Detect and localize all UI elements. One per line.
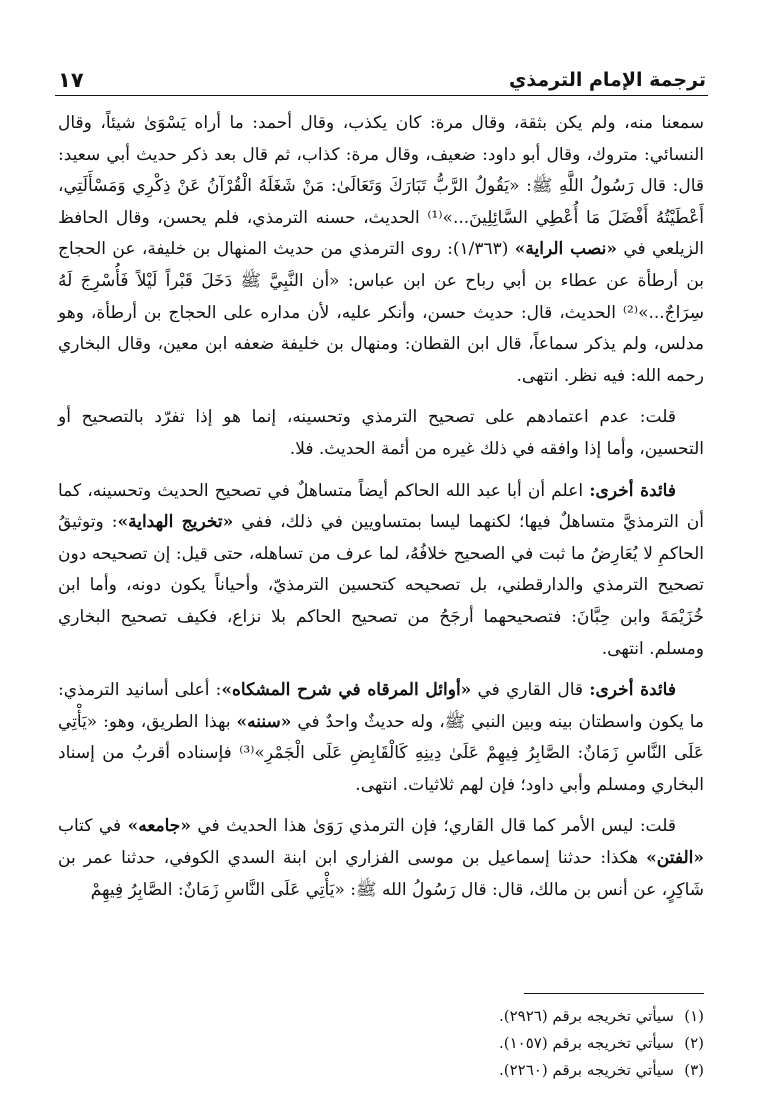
footnote-number: (٣) xyxy=(684,1061,704,1079)
bold-text-run: فائدة أخرى: xyxy=(589,680,676,701)
text-run: في كتاب xyxy=(58,816,128,837)
text-run: اعلم أن أبا عبد الله الحاكم أيضاً متساهلٌ في تصحيح الحديث وتحسينه، كما أن الترمذيَّ متساهلٌ فيها؛ لكنهما ليسا بمتساويين في ذلك، ففي xyxy=(58,480,704,533)
text-run: : وتوثيقُ الحاكمِ لا يُعَارِضُ ما ثبت في الصحيح خلافُهُ، لما عرف من تساهله، حتى قيل: إن تصحيحه دون تصحيح الترمذي والدارقطني، بل تصحيحه كتحسين الترمذيّ، وأحياناً يكون دونه، وأما ابن خُزَيْمَةَ وابن حِبَّانَ: فتصحيحهما أرجَحُ من تصحيح الحاكم بلا نزاع، فكيف تصحيح البخاري ومسلم. انتهى. xyxy=(58,512,704,659)
paragraph xyxy=(58,476,704,666)
footnote-text: سيأتي تخريجه برقم (٢٩٢٦). xyxy=(499,1007,674,1025)
text-run: قلت: عدم اعتمادهم على تصحيح الترمذي وتحسينه، إنما هو إذا تفرّد بالتصحيح أو التحسين، وأما إذا وافقه في ذلك غيره من أئمة الحديث. فلا. xyxy=(58,407,704,459)
paragraph xyxy=(58,675,704,801)
bold-text-run: «سننه» xyxy=(236,711,292,732)
text-run: هكذا: حدثنا إسماعيل بن موسى الفزاري ابن ابنة السدي الكوفي، حدثنا عمر بن شَاكِرٍ، عن أنس بن مالك، قال: قال رَسُولُ الله ﷺ: «يَأْتِي عَلَى النَّاسِ زَمَانٌ: الصَّابِرُ فِيهِمْ xyxy=(58,848,704,900)
text-run: فإسناده أقربُ من إسناد البخاري ومسلم وأبي داود؛ فإن لهم ثلاثيات. انتهى. xyxy=(58,743,704,795)
text-run: قلت: ليس الأمر كما قال القاري؛ فإن الترمذي رَوَىٰ هذا الحديث في xyxy=(190,816,676,837)
bold-text-run: «جامعه» xyxy=(127,816,191,837)
running-title: ترجمة الإمام الترمذي xyxy=(509,69,706,91)
text-run: ⁽²⁾ xyxy=(622,302,639,323)
footnote-item xyxy=(58,1030,704,1057)
bold-text-run: «أوائل المرقاه في شرح المشكاه» xyxy=(221,680,472,701)
footnote-number: (٢) xyxy=(684,1034,704,1052)
bold-text-run: «الفتن» xyxy=(646,848,704,869)
footnote-divider xyxy=(524,993,704,994)
bold-text-run: فائدة أخرى: xyxy=(589,480,676,501)
header-divider xyxy=(55,95,708,96)
text-run: الحديث، قال: حديث حسن، وأنكر عليه، لأن مداره على الحجاج بن أرطأة، وهو مدلس، ولم يذكر سماعاً، قال ابن القطان: ومنهال بن خليفة ضعفه ابن معين، وقال البخاري رحمه الله: فيه نظر. انتهى. xyxy=(58,302,704,386)
footnote-text: سيأتي تخريجه برقم (٢٢٦٠). xyxy=(499,1061,674,1079)
footnote-item xyxy=(58,1003,704,1030)
bold-text-run: «تخريج الهداية» xyxy=(117,512,234,533)
running-header xyxy=(58,52,706,92)
text-run: بهذا الطريق، وهو: «يَأْتِي عَلَى النَّاسِ زَمَانٌ: الصَّابِرُ فِيهِمْ عَلَىٰ دِينِهِ كَالْقَابِضِ عَلَى الْجَمْرِ» xyxy=(58,711,704,764)
text-run: سمعنا منه، ولم يكن بثقة، وقال مرة: كان يكذب، وقال أحمد: ما أراه يَسْوَىٰ شيئاً، وقال النسائي: متروك، وقال أبو داود: ضعيف، وقال مرة: كذاب، ثم قال بعد ذكر حديث أبي سعيد: قال: قال رَسُولُ اللَّهِ ﷺ: «يَقُولُ الرَّبُّ تَبَارَكَ وَتَعَالَىٰ: مَنْ شَغَلَهُ الْقُرْآنُ عَنْ ذِكْرِي وَمَسْأَلَتِي، أَعْطَيْتُهُ أَفْضَلَ مَا أُعْطِي السَّائِلِينَ...» xyxy=(58,113,704,228)
bold-text-run: «نصب الراية» xyxy=(514,239,617,260)
text-run: قال القاري في xyxy=(471,680,590,701)
footnote-item xyxy=(58,1057,704,1084)
footnotes xyxy=(58,1003,704,1084)
text-run: الحديث، حسنه الترمذي، فلم يحسن، وقال الحافظ الزيلعي في xyxy=(58,207,704,260)
paragraph xyxy=(58,108,704,392)
text-run: (١/٣٦٣): روى الترمذي من حديث المنهال بن خليفة، عن الحجاج بن أرطأة عن عطاء بن أبي رباح عن ابن عباس: «أن النَّبِيَّ ﷺ دَخَلَ قَبْراً لَيْلاً فَأُسْرِجَ لَهُ سِرَاجٌ...» xyxy=(58,239,704,323)
footnote-text: سيأتي تخريجه برقم (١٠٥٧). xyxy=(499,1034,674,1052)
footnote-number: (١) xyxy=(684,1007,704,1025)
paragraph xyxy=(58,402,704,465)
paragraph xyxy=(58,811,704,906)
text-run: ⁽¹⁾ xyxy=(427,207,443,228)
text-run: ⁽³⁾ xyxy=(239,743,255,764)
main-text xyxy=(58,108,704,916)
page-number: ١٧ xyxy=(58,68,84,92)
text-run: : أعلى أسانيد الترمذي: ما يكون واسطتان بينه وبين النبي ﷺ، وله حديثٌ واحدٌ في xyxy=(58,680,704,732)
